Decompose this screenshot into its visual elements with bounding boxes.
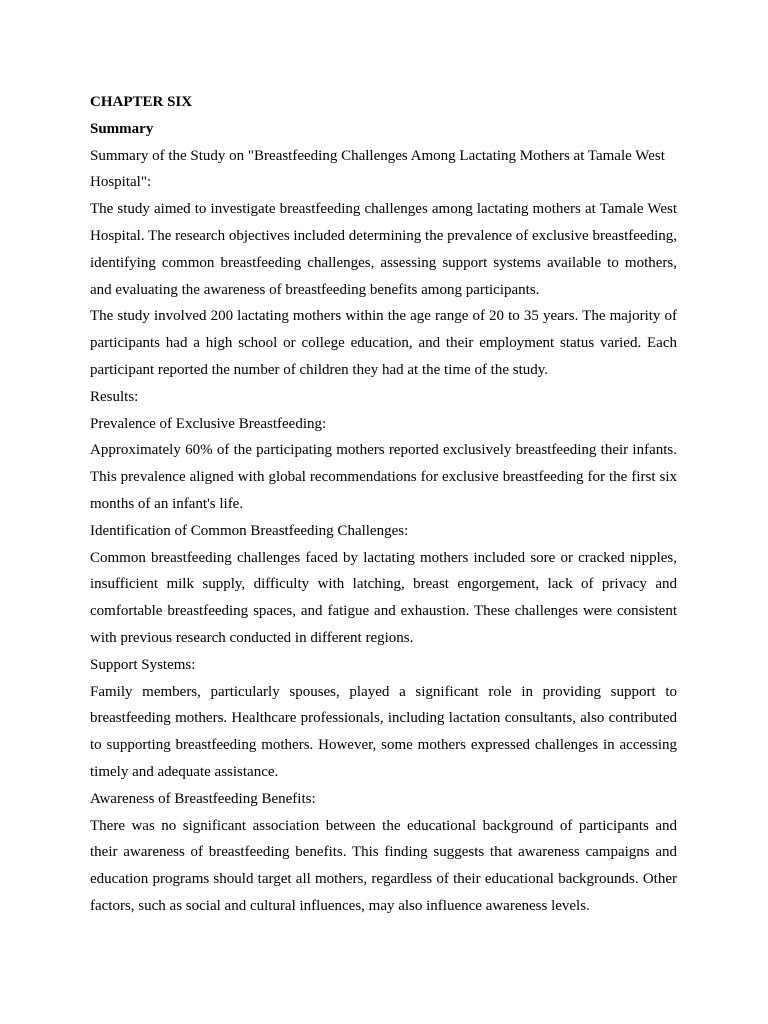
study-aim-paragraph: The study aimed to investigate breastfeeding challenges among lactating mothers at Tamale West Hospital. The research objectives included determining the prevalence of exclusive breastfeeding, identifying common breastfeeding challenges, assessing support systems available to mothers, and evaluating the awareness of breastfeeding benefits among participants.	[90, 201, 677, 298]
document-body	[90, 89, 677, 920]
study-title-paragraph: Summary of the Study on "Breastfeeding Challenges Among Lactating Mothers at Tamale West Hospital":	[90, 147, 665, 191]
awareness-subheading: Awareness of Breastfeeding Benefits:	[90, 790, 316, 807]
support-subheading: Support Systems:	[90, 656, 196, 673]
chapter-title: CHAPTER SIX	[90, 94, 193, 110]
awareness-paragraph: There was no significant association between the educational background of participants and their awareness of breastfeeding benefits. This finding suggests that awareness campaigns and education programs should target all mothers, regardless of their educational backgrounds. Other factors, such as social and cultural influences, may also influence awareness levels.	[90, 817, 677, 914]
challenges-paragraph: Common breastfeeding challenges faced by lactating mothers included sore or cracked nipples, insufficient milk supply, difficulty with latching, breast engorgement, lack of privacy and comfortable breastfeeding spaces, and fatigue and exhaustion. These challenges were consistent with previous research conducted in different regions.	[90, 549, 677, 646]
challenges-subheading: Identification of Common Breastfeeding Challenges:	[90, 522, 409, 539]
results-label: Results:	[90, 388, 139, 405]
prevalence-paragraph: Approximately 60% of the participating mothers reported exclusively breastfeeding their infants. This prevalence aligned with global recommendations for exclusive breastfeeding for the first six months of an infant's life.	[90, 442, 677, 512]
participants-paragraph: The study involved 200 lactating mothers within the age range of 20 to 35 years. The majority of participants had a high school or college education, and their employment status varied. Each participant reported the number of children they had at the time of the study.	[90, 308, 677, 378]
prevalence-subheading: Prevalence of Exclusive Breastfeeding:	[90, 415, 327, 432]
support-paragraph: Family members, particularly spouses, played a significant role in providing support to breastfeeding mothers. Healthcare professionals, including lactation consultants, also contributed to supporting breastfeeding mothers. However, some mothers expressed challenges in accessing timely and adequate assistance.	[90, 683, 677, 780]
section-title: Summary	[90, 120, 154, 137]
